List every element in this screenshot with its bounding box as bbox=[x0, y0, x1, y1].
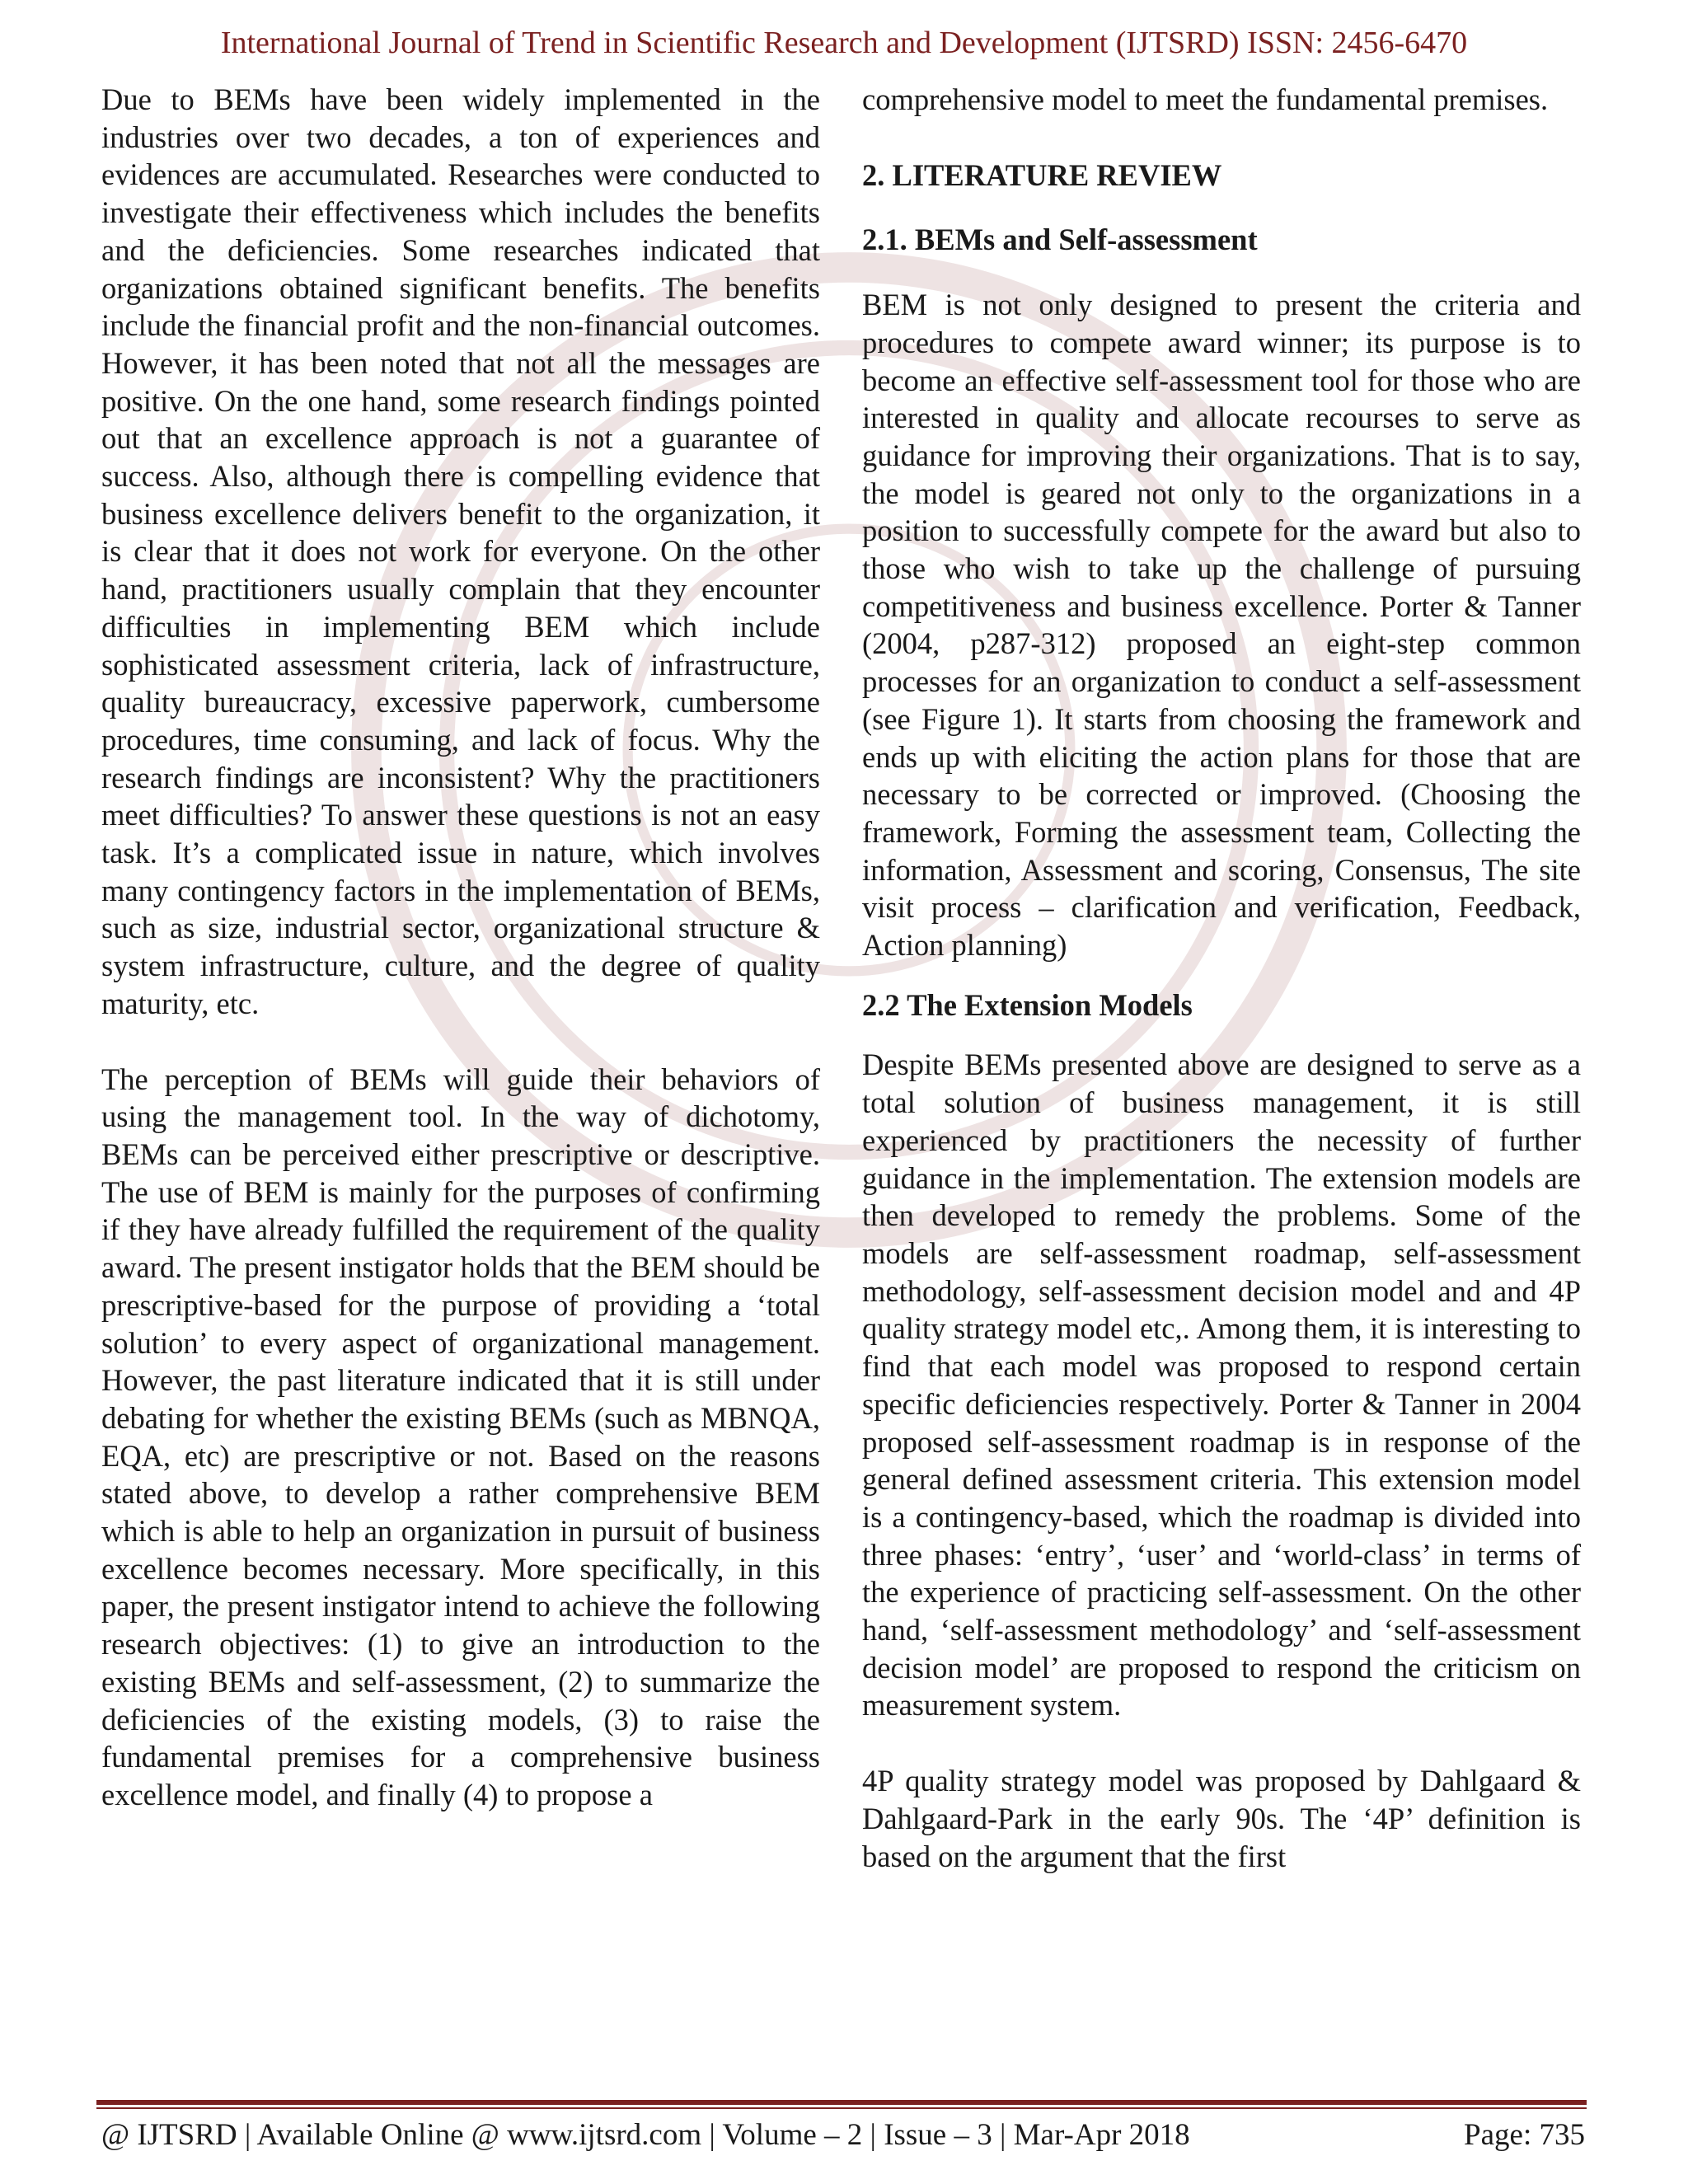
right-column bbox=[862, 81, 1581, 1875]
footer-rule bbox=[96, 2100, 1587, 2105]
page-footer bbox=[101, 2116, 1585, 2154]
body-paragraph: Due to BEMs have been widely implemented in the industries over two decades, a ton of experiences and evidences are accumulated. Researches were conducted to investigate their effectiveness which includes the benefits and the deficiencies. Some researches indicated that organizations obtained significant benefits. The benefits include the financial profit and the non-financial outcomes. However, it has been noted that not all the messages are positive. On the one hand, some research findings pointed out that an excellence approach is not a guarantee of success. Also, although there is compelling evidence that business excellence delivers benefit to the organization, it is clear that it does not work for everyone. On the other hand, practitioners usually complain that they encounter difficulties in implementing BEM which include sophisticated assessment criteria, lack of infrastructure, quality bureaucracy, excessive paperwork, cumbersome procedures, time consuming, and lack of focus. Why the research findings are inconsistent? Why the practitioners meet difficulties? To answer these questions is not an easy task. It’s a complicated issue in nature, which involves many contingency factors in the implementation of BEMs, such as size, industrial sector, organizational structure & system infrastructure, culture, and the degree of quality maturity, etc. bbox=[101, 82, 820, 1020]
left-column bbox=[101, 81, 820, 1814]
section-heading: 2. LITERATURE REVIEW bbox=[862, 157, 1222, 192]
journal-header: International Journal of Trend in Scientific Research and Development (IJTSRD) ISSN: 2456-6470 bbox=[220, 26, 1468, 60]
body-paragraph: Despite BEMs presented above are designed to serve as a total solution of business management, it is still experienced by practitioners the necessity of further guidance in the implementation. The extension models are then developed to remedy the problems. Some of the models are self-assessment roadmap, self-assessment methodology, self-assessment decision model and and 4P quality strategy model etc,. Among them, it is interesting to find that each model was proposed to respond certain specific deficiencies respectively. Porter & Tanner in 2004 proposed self-assessment roadmap is in response of the general defined assessment criteria. This extension model is a contingency-based, which the roadmap is divided into three phases: ‘entry’, ‘user’ and ‘world-class’ in terms of the experience of practicing self-assessment. On the other hand, ‘self-assessment methodology’ and ‘self-assessment decision model’ are proposed to respond the criticism on measurement system. bbox=[862, 1047, 1581, 1722]
body-paragraph: 4P quality strategy model was proposed by Dahlgaard & Dahlgaard-Park in the early 90s. The ‘4P’ definition is based on the argument that the first bbox=[862, 1764, 1581, 1873]
subsection-heading: 2.1. BEMs and Self-assessment bbox=[862, 223, 1258, 257]
footer-info: @ IJTSRD | Available Online @ www.ijtsrd.com | Volume – 2 | Issue – 3 | Mar-Apr 2018 bbox=[101, 2118, 1190, 2152]
body-paragraph: The perception of BEMs will guide their behaviors of using the management tool. In the way of dichotomy, BEMs can be perceived either prescriptive or descriptive. The use of BEM is mainly for the purposes of confirming if they have already fulfilled the requirement of the quality award. The present instigator holds that the BEM should be prescriptive-based for the purpose of providing a ‘total solution’ to every aspect of organizational management. However, the past literature indicated that it is still under debating for whether the existing BEMs (such as MBNQA, EQA, etc) are prescriptive or not. Based on the reasons stated above, to develop a rather comprehensive BEM which is able to help an organization in pursuit of business excellence becomes necessary. More specifically, in this paper, the present instigator intend to achieve the following research objectives: (1) to give an introduction to the existing BEMs and self-assessment, (2) to summarize the deficiencies of the existing models, (3) to raise the fundamental premises for a comprehensive business excellence model, and finally (4) to propose a bbox=[101, 1062, 820, 1811]
body-paragraph: comprehensive model to meet the fundamental premises. bbox=[862, 82, 1549, 116]
subsection-heading: 2.2 The Extension Models bbox=[862, 987, 1193, 1022]
footer-rule bbox=[96, 2107, 1587, 2109]
body-paragraph: BEM is not only designed to present the criteria and procedures to compete award winner; its purpose is to become an effective self-assessment tool for those who are interested in quality and allocate recourses to serve as guidance for improving their organizations. That is to say, the model is geared not only to the organizations in a position to successfully compete for the award but also to those who wish to take up the challenge of pursuing competitiveness and business excellence. Porter & Tanner (2004, p287-312) proposed an eight-step common processes for an organization to conduct a self-assessment (see Figure 1). It starts from choosing the framework and ends up with eliciting the action plans for those that are necessary to be corrected or improved. (Choosing the framework, Forming the assessment team, Collecting the information, Assessment and scoring, Consensus, The site visit process – clarification and verification, Feedback, Action planning) bbox=[862, 288, 1581, 963]
page-number: Page: 735 bbox=[1464, 2118, 1585, 2152]
